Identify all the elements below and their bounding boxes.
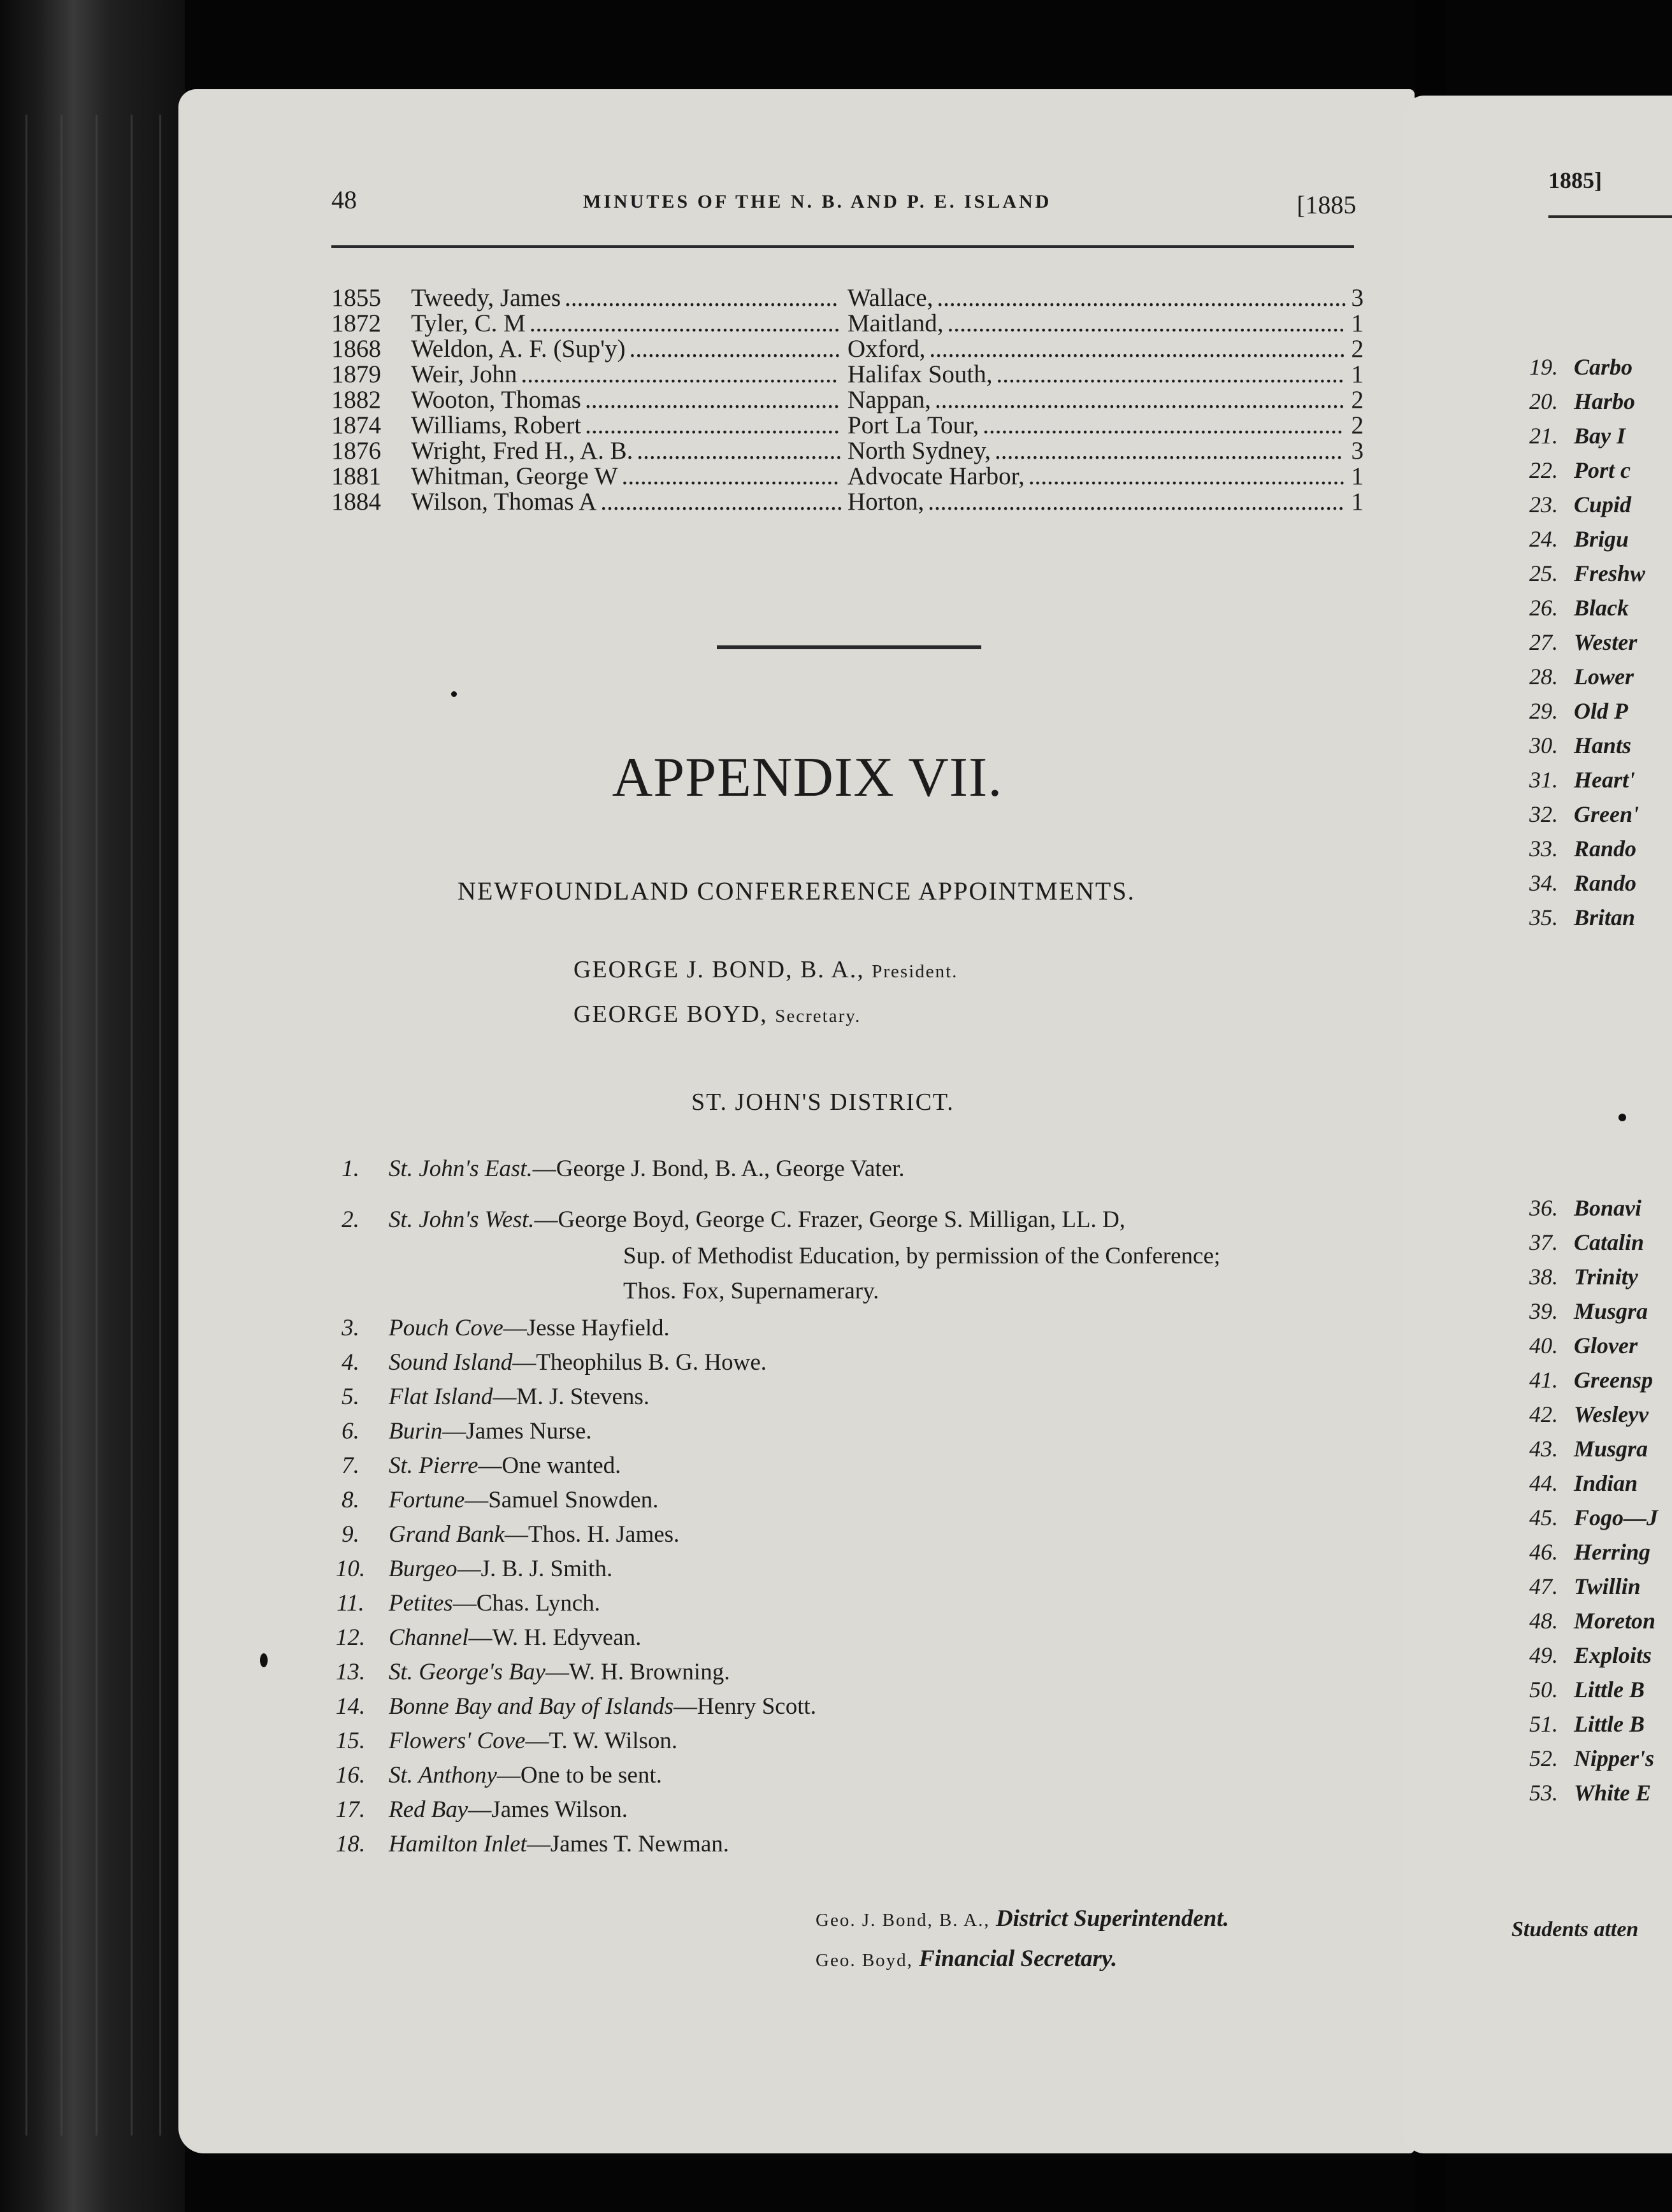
right-header-rule bbox=[1548, 215, 1672, 218]
minister-year: 1881 bbox=[331, 463, 381, 490]
appointment-number: 7. bbox=[342, 1453, 359, 1479]
appointment-text bbox=[389, 1381, 649, 1413]
appointment-text bbox=[389, 1450, 621, 1482]
right-list-text: Trinity bbox=[1574, 1264, 1638, 1289]
leader-dots: ....................................... bbox=[600, 489, 843, 515]
appointment-preachers: —James Wilson. bbox=[468, 1797, 628, 1823]
leader-dots: ................................... bbox=[621, 464, 839, 489]
appointment-number: 5. bbox=[342, 1384, 359, 1410]
minister-place: Oxford, bbox=[847, 335, 926, 363]
minister-row bbox=[331, 413, 1364, 438]
right-list-number: 31. bbox=[1529, 767, 1558, 793]
appointment-text bbox=[389, 1725, 677, 1757]
appointment-preachers: —Henry Scott. bbox=[674, 1693, 817, 1720]
minister-place: North Sydney, bbox=[847, 437, 991, 464]
minister-count: 2 bbox=[1351, 335, 1364, 363]
signature-name: Geo. J. Bond, B. A., bbox=[816, 1910, 996, 1930]
appointment-place: Petites bbox=[389, 1590, 453, 1616]
appointment-place: St. Anthony bbox=[389, 1762, 497, 1788]
minister-name: Whitman, George W bbox=[411, 463, 618, 490]
leader-dots: ................................................................... bbox=[928, 489, 1344, 515]
appointment-preachers: —George Boyd, George C. Frazer, George S. Milligan, LL. D, bbox=[534, 1207, 1126, 1233]
right-list-text: Cupid bbox=[1574, 492, 1632, 517]
appointment-text bbox=[389, 1553, 612, 1585]
right-list-number: 26. bbox=[1529, 595, 1558, 621]
right-list-text: Black bbox=[1574, 595, 1629, 621]
appointment-place: Bonne Bay and Bay of Islands bbox=[389, 1693, 674, 1720]
right-list-text: Musgra bbox=[1574, 1436, 1648, 1462]
appointment-text bbox=[389, 1691, 816, 1723]
leader-dots: ......................................... bbox=[585, 413, 840, 438]
minister-year: 1876 bbox=[331, 437, 381, 464]
right-list-text: Little B bbox=[1574, 1677, 1645, 1702]
appointment-text bbox=[389, 1519, 679, 1551]
right-list-number: 28. bbox=[1529, 664, 1558, 689]
header-rule bbox=[331, 245, 1354, 248]
appendix-title: APPENDIX VII. bbox=[612, 747, 1003, 808]
appointment-continuation: Sup. of Methodist Education, by permission of the Conference; bbox=[623, 1243, 1221, 1269]
signature-role: District Superintendent. bbox=[995, 1906, 1229, 1932]
minister-name: Wright, Fred H., A. B. bbox=[411, 437, 633, 464]
appointment-number: 6. bbox=[342, 1418, 359, 1444]
appointment-preachers: —W. H. Edyvean. bbox=[468, 1625, 642, 1651]
appointment-preachers: —One to be sent. bbox=[496, 1762, 662, 1788]
right-list-number: 27. bbox=[1529, 629, 1558, 655]
right-list-text: Herring bbox=[1574, 1539, 1651, 1565]
minister-count: 1 bbox=[1351, 361, 1364, 388]
book-spine bbox=[0, 0, 185, 2212]
appointment-number: 1. bbox=[342, 1156, 359, 1182]
leader-dots: .................................. bbox=[629, 336, 841, 362]
appointment-text bbox=[389, 1312, 670, 1344]
appointment-preachers: —Jesse Hayfield. bbox=[503, 1315, 670, 1341]
signature-financial-secretary bbox=[816, 1945, 1117, 1972]
right-list-number: 49. bbox=[1529, 1642, 1558, 1668]
right-list-number: 52. bbox=[1529, 1746, 1558, 1771]
right-list-number: 42. bbox=[1529, 1402, 1558, 1427]
right-list-text: Nipper's bbox=[1574, 1746, 1654, 1771]
minister-year: 1872 bbox=[331, 310, 381, 337]
right-list-number: 36. bbox=[1529, 1195, 1558, 1221]
appointment-place: St. George's Bay bbox=[389, 1659, 545, 1685]
signature-role: Financial Secretary. bbox=[919, 1946, 1118, 1972]
appointment-place: Flat Island bbox=[389, 1384, 493, 1410]
right-list-text: Musgra bbox=[1574, 1298, 1648, 1324]
minister-row bbox=[331, 438, 1364, 464]
right-list-number: 20. bbox=[1529, 389, 1558, 414]
leader-dots: .......................................................... bbox=[983, 413, 1343, 438]
minister-count: 3 bbox=[1351, 437, 1364, 464]
right-list-text: Carbo bbox=[1574, 354, 1633, 380]
minister-row bbox=[331, 285, 1364, 311]
district-heading: ST. JOHN'S DISTRICT. bbox=[691, 1089, 955, 1116]
right-list-text: Freshw bbox=[1574, 561, 1646, 586]
appointment-number: 4. bbox=[342, 1349, 359, 1375]
appointment-number: 16. bbox=[335, 1762, 366, 1788]
right-list-number: 29. bbox=[1529, 698, 1558, 724]
right-list-text: Moreton bbox=[1574, 1608, 1656, 1634]
minister-place: Halifax South, bbox=[847, 361, 993, 388]
secretary-line bbox=[573, 1000, 861, 1028]
right-list-number: 38. bbox=[1529, 1264, 1558, 1289]
president-line bbox=[573, 956, 958, 984]
minister-name: Tweedy, James bbox=[411, 284, 561, 312]
right-footer-note: Students atten bbox=[1511, 1918, 1639, 1941]
minister-name: Weir, John bbox=[411, 361, 517, 388]
appointment-place: St. John's East. bbox=[389, 1156, 533, 1182]
right-list-number: 22. bbox=[1529, 457, 1558, 483]
minister-name: Wooton, Thomas bbox=[411, 386, 581, 413]
right-list-number: 30. bbox=[1529, 733, 1558, 758]
right-list-text: Harbo bbox=[1574, 389, 1636, 414]
appointment-preachers: —James T. Newman. bbox=[526, 1831, 730, 1857]
minister-count: 3 bbox=[1351, 284, 1364, 312]
appointment-place: St. John's West. bbox=[389, 1207, 535, 1233]
appointment-number: 18. bbox=[335, 1831, 366, 1857]
appointment-place: Pouch Cove bbox=[389, 1315, 503, 1341]
appointment-preachers: —Samuel Snowden. bbox=[465, 1487, 659, 1513]
appointment-text bbox=[389, 1416, 592, 1447]
appointment-place: Fortune bbox=[389, 1487, 465, 1513]
appointment-text bbox=[389, 1760, 662, 1792]
appointment-preachers: —J. B. J. Smith. bbox=[457, 1556, 613, 1582]
appointment-number: 15. bbox=[335, 1728, 366, 1754]
appointment-text bbox=[389, 1656, 730, 1688]
leader-dots: ................................................................... bbox=[929, 336, 1346, 362]
right-list-text: Bonavi bbox=[1574, 1195, 1642, 1221]
minister-place: Advocate Harbor, bbox=[847, 463, 1025, 490]
spine-edge-line bbox=[96, 115, 97, 2136]
right-list-number: 45. bbox=[1529, 1505, 1558, 1530]
appointment-text bbox=[389, 1588, 600, 1620]
leader-dots: ........................................................ bbox=[996, 362, 1344, 387]
header-year: [1885 bbox=[1297, 190, 1357, 219]
right-list-number: 23. bbox=[1529, 492, 1558, 517]
appointment-text bbox=[389, 1828, 729, 1860]
right-list-text: White E bbox=[1574, 1780, 1652, 1806]
right-list-number: 39. bbox=[1529, 1298, 1558, 1324]
minister-name: Williams, Robert bbox=[411, 412, 582, 439]
appointment-place: Sound Island bbox=[389, 1349, 513, 1375]
right-list-text: Old P bbox=[1574, 698, 1628, 724]
appointment-number: 11. bbox=[336, 1590, 364, 1616]
appointment-place: Flowers' Cove bbox=[389, 1728, 526, 1754]
right-list-text: Glover bbox=[1574, 1333, 1638, 1358]
signature-superintendent bbox=[816, 1905, 1229, 1932]
minister-row bbox=[331, 489, 1364, 515]
appointment-text bbox=[389, 1622, 641, 1654]
right-list-text: Rando bbox=[1574, 836, 1637, 861]
minister-year: 1874 bbox=[331, 412, 381, 439]
appointment-text bbox=[389, 1794, 628, 1826]
appointment-text bbox=[389, 1484, 658, 1516]
right-list-number: 24. bbox=[1529, 526, 1558, 552]
minister-count: 2 bbox=[1351, 412, 1364, 439]
right-list-number: 32. bbox=[1529, 801, 1558, 827]
minister-name: Wilson, Thomas A bbox=[411, 488, 597, 515]
leader-dots: ......................................... bbox=[584, 387, 840, 413]
right-list-number: 43. bbox=[1529, 1436, 1558, 1462]
right-list-number: 34. bbox=[1529, 870, 1558, 896]
appointment-preachers: —W. H. Browning. bbox=[545, 1659, 730, 1685]
signature-name: Geo. Boyd, bbox=[816, 1950, 919, 1971]
appointment-number: 13. bbox=[335, 1659, 366, 1685]
secretary-name: GEORGE BOYD, bbox=[573, 1001, 775, 1028]
appointment-number: 9. bbox=[342, 1521, 359, 1548]
right-list-text: Wesleyv bbox=[1574, 1402, 1649, 1427]
appointment-place: St. Pierre bbox=[389, 1453, 479, 1479]
appointment-preachers: —Theophilus B. G. Howe. bbox=[512, 1349, 767, 1375]
appointment-preachers: —George J. Bond, B. A., George Vater. bbox=[532, 1156, 905, 1182]
minister-count: 2 bbox=[1351, 386, 1364, 413]
right-list-number: 35. bbox=[1529, 905, 1558, 930]
appointment-number: 12. bbox=[335, 1625, 366, 1651]
president-name: GEORGE J. BOND, B. A., bbox=[573, 956, 872, 983]
appointment-place: Burgeo bbox=[389, 1556, 458, 1582]
minister-name: Weldon, A. F. (Sup'y) bbox=[411, 335, 626, 363]
right-list-number: 50. bbox=[1529, 1677, 1558, 1702]
right-list-text: Britan bbox=[1574, 905, 1636, 930]
leader-dots: .................................................................. bbox=[935, 387, 1345, 413]
minister-year: 1884 bbox=[331, 488, 381, 515]
appointment-place: Red Bay bbox=[389, 1797, 468, 1823]
section-divider bbox=[717, 645, 981, 649]
right-list-number: 19. bbox=[1529, 354, 1558, 380]
right-list-number: 25. bbox=[1529, 561, 1558, 586]
minister-row bbox=[331, 362, 1364, 387]
right-list-text: Wester bbox=[1574, 629, 1638, 655]
appointment-place: Hamilton Inlet bbox=[389, 1831, 527, 1857]
minister-place: Maitland, bbox=[847, 310, 944, 337]
right-list-number: 53. bbox=[1529, 1780, 1558, 1806]
right-list-number: 41. bbox=[1529, 1367, 1558, 1393]
appendix-subtitle: NEWFOUNDLAND CONFERERENCE APPOINTMENTS. bbox=[458, 877, 1135, 905]
president-role: President. bbox=[872, 961, 958, 982]
right-list-number: 40. bbox=[1529, 1333, 1558, 1358]
appointment-text bbox=[389, 1153, 905, 1185]
right-list-text: Fogo—J bbox=[1574, 1505, 1659, 1530]
appointment-preachers: —T. W. Wilson. bbox=[525, 1728, 678, 1754]
appointment-preachers: —M. J. Stevens. bbox=[493, 1384, 650, 1410]
running-title: MINUTES OF THE N. B. AND P. E. ISLAND bbox=[583, 191, 1052, 212]
right-list-text: Little B bbox=[1574, 1711, 1645, 1737]
leader-dots: .................................................................. bbox=[937, 285, 1347, 311]
right-list-text: Lower bbox=[1574, 664, 1634, 689]
leader-dots: ................................................... bbox=[521, 362, 838, 387]
right-list-number: 46. bbox=[1529, 1539, 1558, 1565]
right-list-number: 37. bbox=[1529, 1230, 1558, 1255]
minister-count: 1 bbox=[1351, 488, 1364, 515]
minister-year: 1868 bbox=[331, 335, 381, 363]
right-list-number: 21. bbox=[1529, 423, 1558, 449]
minister-place: Wallace, bbox=[847, 284, 933, 312]
appointment-number: 2. bbox=[342, 1207, 359, 1233]
right-list-text: Brigu bbox=[1574, 526, 1629, 552]
right-list-text: Bay I bbox=[1574, 423, 1625, 449]
secretary-role: Secretary. bbox=[775, 1006, 861, 1026]
spine-edge-line bbox=[131, 115, 133, 2136]
minister-count: 1 bbox=[1351, 310, 1364, 337]
appointment-preachers: —One wanted. bbox=[478, 1453, 621, 1479]
right-list-text: Greensp bbox=[1574, 1367, 1653, 1393]
page-number: 48 bbox=[331, 185, 357, 214]
right-list-number: 44. bbox=[1529, 1470, 1558, 1496]
leader-dots: ................................................... bbox=[1028, 464, 1346, 489]
right-header-year: 1885] bbox=[1548, 168, 1602, 193]
appointment-place: Grand Bank bbox=[389, 1521, 505, 1548]
minister-row bbox=[331, 387, 1364, 413]
leader-dots: ................................................................ bbox=[947, 311, 1345, 336]
appointment-preachers: —Chas. Lynch. bbox=[452, 1590, 600, 1616]
right-list-text: Exploits bbox=[1574, 1642, 1652, 1668]
minister-row bbox=[331, 336, 1364, 362]
minister-place: Horton, bbox=[847, 488, 925, 515]
appointment-preachers: —James Nurse. bbox=[442, 1418, 592, 1444]
right-list-text: Catalin bbox=[1574, 1230, 1645, 1255]
appointment-place: Channel bbox=[389, 1625, 469, 1651]
spine-edge-line bbox=[25, 115, 27, 2136]
appointment-number: 3. bbox=[342, 1315, 359, 1341]
right-list-text: Indian bbox=[1574, 1470, 1638, 1496]
minister-name: Tyler, C. M bbox=[411, 310, 526, 337]
appointment-text bbox=[389, 1347, 767, 1379]
minister-place: Nappan, bbox=[847, 386, 932, 413]
spine-edge-line bbox=[61, 115, 62, 2136]
right-list-text: Heart' bbox=[1574, 767, 1635, 793]
paper-speck bbox=[260, 1653, 268, 1667]
minister-count: 1 bbox=[1351, 463, 1364, 490]
right-list-number: 48. bbox=[1529, 1608, 1558, 1634]
right-list-text: Hants bbox=[1574, 733, 1632, 758]
minister-row bbox=[331, 311, 1364, 336]
appointment-continuation: Thos. Fox, Supernamerary. bbox=[623, 1278, 879, 1304]
appointment-number: 10. bbox=[335, 1556, 366, 1582]
leader-dots: .................................................. bbox=[529, 311, 840, 336]
leader-dots: ............................................ bbox=[565, 285, 839, 311]
appointment-number: 8. bbox=[342, 1487, 359, 1513]
appointment-place: Burin bbox=[389, 1418, 443, 1444]
spine-edge-line bbox=[159, 115, 161, 2136]
leader-dots: ................................. bbox=[637, 438, 842, 464]
right-list-number: 33. bbox=[1529, 836, 1558, 861]
minister-year: 1855 bbox=[331, 284, 381, 312]
right-list-text: Twillin bbox=[1574, 1574, 1641, 1599]
right-list-text: Green' bbox=[1574, 801, 1639, 827]
appointment-number: 17. bbox=[335, 1797, 366, 1823]
minister-place: Port La Tour, bbox=[847, 412, 979, 439]
appointment-number: 14. bbox=[335, 1693, 366, 1720]
right-list-text: Rando bbox=[1574, 870, 1637, 896]
right-list-number: 51. bbox=[1529, 1711, 1558, 1737]
paper-speck bbox=[1618, 1114, 1626, 1121]
appointment-preachers: —Thos. H. James. bbox=[504, 1521, 680, 1548]
leader-dots: ........................................................ bbox=[994, 438, 1343, 464]
minister-row bbox=[331, 464, 1364, 489]
right-list-number: 47. bbox=[1529, 1574, 1558, 1599]
right-list-text: Port c bbox=[1574, 457, 1631, 483]
appointment-text bbox=[389, 1204, 1125, 1236]
paper-speck bbox=[451, 691, 457, 697]
minister-year: 1879 bbox=[331, 361, 381, 388]
minister-year: 1882 bbox=[331, 386, 381, 413]
